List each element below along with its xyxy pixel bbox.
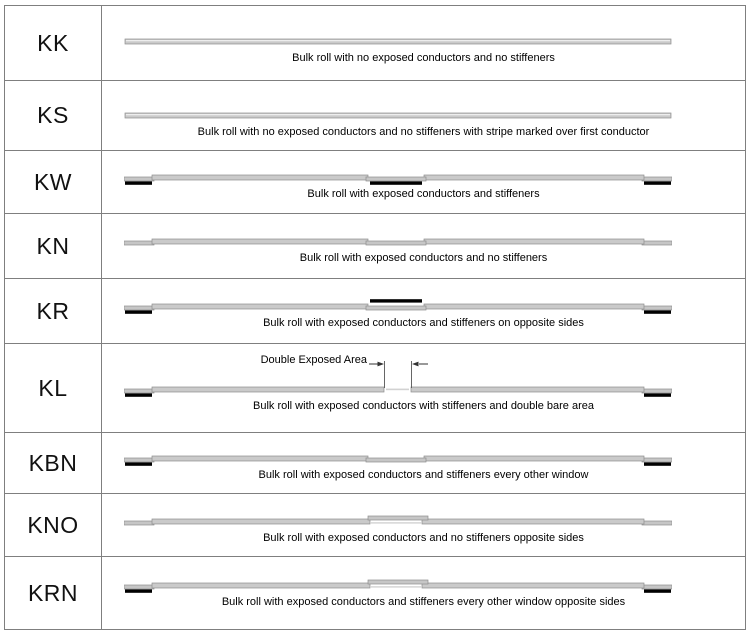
ribbon-segment (152, 387, 384, 392)
code-cell (5, 279, 102, 343)
exposed-window (368, 516, 428, 520)
exposed-window (366, 458, 426, 462)
ribbon-diagram (124, 294, 672, 316)
ribbon-segment (152, 239, 368, 244)
stiffener-bar (125, 181, 152, 184)
diagram-cell (102, 151, 745, 213)
code-cell (5, 6, 102, 80)
exposed-window (124, 177, 154, 181)
row-description: Bulk roll with exposed conductors and stiffeners every other window (258, 469, 589, 481)
row-description: Bulk roll with exposed conductors and no stiffeners opposite sides (263, 532, 584, 544)
code-cell (5, 81, 102, 150)
row-description: Bulk roll with exposed conductors and stiffeners on opposite sides (263, 317, 584, 329)
diagram-cell (102, 433, 745, 493)
ribbon-diagram (124, 103, 672, 125)
ribbon-svg (124, 229, 672, 251)
table-row (5, 433, 745, 494)
dimension-arrow (412, 362, 419, 367)
ribbon-diagram (124, 165, 672, 187)
exposed-window (124, 585, 154, 589)
exposed-window (124, 458, 154, 462)
stiffener-bar (644, 310, 671, 313)
exposed-window (642, 306, 672, 310)
diagram-cell (102, 81, 745, 150)
exposed-window (642, 458, 672, 462)
stiffener-bar (125, 393, 152, 396)
row-description: Bulk roll with no exposed conductors and no stiffeners with stripe marked over first conductor (197, 126, 650, 138)
ribbon-diagram (124, 353, 672, 399)
stiffener-bar (370, 299, 422, 302)
exposed-window (124, 389, 154, 393)
ribbon-highlight (126, 40, 670, 41)
bare-area (370, 586, 422, 587)
exposed-window (366, 241, 426, 245)
code-label: KN (36, 232, 70, 259)
ribbon-segment (152, 456, 368, 461)
table-row (5, 494, 745, 557)
bulk-roll-type-table (4, 5, 746, 630)
code-label: KS (37, 102, 69, 128)
exposed-window (642, 241, 672, 245)
ribbon-diagram (124, 509, 672, 531)
ribbon-segment (152, 583, 370, 588)
table-row (5, 81, 745, 151)
ribbon-svg (124, 29, 672, 51)
table-row (5, 214, 745, 279)
stiffener-bar (125, 310, 152, 313)
ribbon-segment (424, 456, 644, 461)
stiffener-bar (644, 589, 671, 592)
ribbon-svg (124, 446, 672, 468)
ribbon-diagram (124, 229, 672, 251)
ribbon-svg (124, 294, 672, 316)
ribbon-segment (424, 175, 644, 180)
row-description: Bulk roll with exposed conductors and no stiffeners (299, 252, 548, 264)
stiffener-bar (125, 589, 152, 592)
ribbon-segment (424, 239, 644, 244)
table-row (5, 6, 745, 81)
ribbon-svg (124, 573, 672, 595)
exposed-window (124, 521, 154, 525)
double-exposed-label: Double Exposed Area (260, 354, 367, 366)
ribbon-svg (124, 353, 672, 399)
code-cell (5, 557, 102, 629)
stiffener-bar (125, 462, 152, 465)
code-label: KW (33, 168, 73, 195)
dimension-arrow (378, 362, 385, 367)
code-cell (5, 151, 102, 213)
spec-table-page (0, 5, 750, 630)
ribbon-segment (424, 304, 644, 309)
code-cell (5, 344, 102, 432)
stiffener-bar (370, 181, 422, 184)
diagram-cell (102, 214, 745, 278)
ribbon-diagram (124, 446, 672, 468)
ribbon-segment (422, 583, 644, 588)
table-row (5, 279, 745, 344)
diagram-cell (102, 557, 745, 629)
ribbon-segment (125, 113, 671, 118)
diagram-cell (102, 6, 745, 80)
code-label: KNO (27, 511, 79, 538)
exposed-window (124, 306, 154, 310)
table-row (5, 557, 745, 629)
code-label: KBN (28, 449, 78, 476)
ribbon-diagram (124, 573, 672, 595)
code-cell (5, 214, 102, 278)
ribbon-segment (422, 519, 644, 524)
stiffener-bar (644, 393, 671, 396)
code-cell (5, 494, 102, 556)
exposed-window (642, 521, 672, 525)
row-description: Bulk roll with no exposed conductors and no stiffeners (292, 52, 555, 64)
exposed-window (642, 585, 672, 589)
ribbon-svg (124, 103, 672, 125)
exposed-window (368, 580, 428, 584)
ribbon-highlight (126, 114, 670, 115)
diagram-cell (102, 344, 745, 432)
ribbon-segment (152, 175, 368, 180)
bare-area (370, 522, 422, 523)
ribbon-diagram (124, 29, 672, 51)
table-row (5, 344, 745, 433)
exposed-window (366, 306, 426, 310)
exposed-window (366, 177, 426, 181)
stiffener-bar (644, 462, 671, 465)
ribbon-segment (152, 304, 368, 309)
ribbon-svg (124, 165, 672, 187)
row-description: Bulk roll with exposed conductors and stiffeners (307, 188, 540, 200)
ribbon-segment (411, 387, 644, 392)
bare-area (386, 389, 409, 391)
code-label: KR (36, 297, 70, 324)
exposed-window (124, 241, 154, 245)
stiffener-bar (644, 181, 671, 184)
table-row (5, 151, 745, 214)
row-description: Bulk roll with exposed conductors and stiffeners every other window opposite sides (221, 596, 626, 608)
exposed-window (642, 177, 672, 181)
diagram-cell (102, 279, 745, 343)
ribbon-segment (152, 519, 370, 524)
row-description: Bulk roll with exposed conductors with stiffeners and double bare area (253, 400, 594, 412)
ribbon-segment (125, 39, 671, 44)
exposed-window (642, 389, 672, 393)
ribbon-svg (124, 509, 672, 531)
code-cell (5, 433, 102, 493)
diagram-cell (102, 494, 745, 556)
code-label: KRN (27, 579, 79, 606)
code-label: KK (37, 29, 69, 56)
code-label: KL (38, 374, 68, 401)
